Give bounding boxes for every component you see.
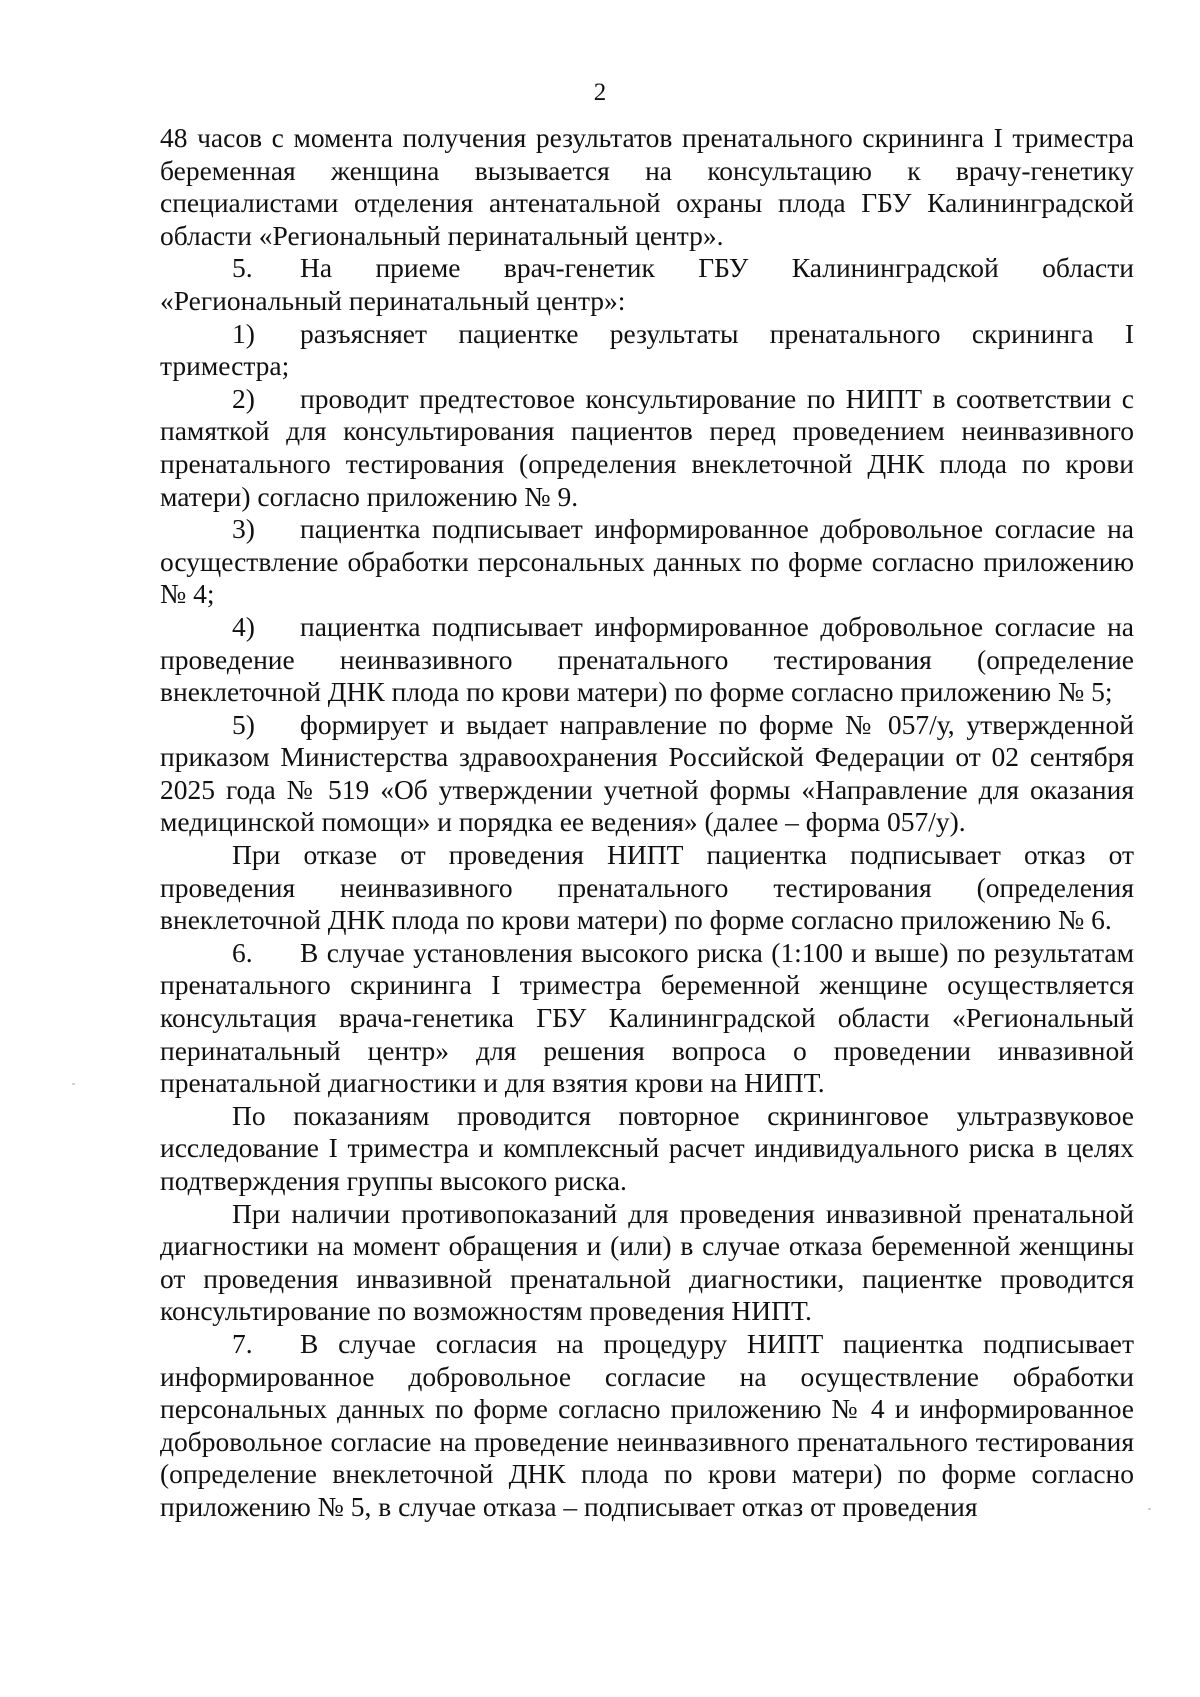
item-number: 4) [232, 610, 255, 642]
paragraph-text: разъясняет пациентке результаты пренатального скрининга I триместра; [160, 317, 1134, 382]
item-number: 5. [232, 252, 253, 284]
paragraph-subitem-4 [160, 611, 1134, 709]
scan-speck [1148, 1508, 1151, 1510]
paragraph-text: По показаниям проводится повторное скрининговое ультразвуковое исследование I триместра и комплексный расчет индивидуального риска в целях подтверждения группы высокого риска. [160, 1099, 1134, 1196]
paragraph-subitem-2 [160, 383, 1134, 513]
item-number: 2) [232, 382, 255, 414]
scan-speck [72, 1083, 75, 1085]
paragraph-subitem-5 [160, 709, 1134, 839]
paragraph-text: пациентка подписывает информированное добровольное согласие на осуществление обработки персональных данных по форме согласно приложению № 4; [160, 513, 1134, 610]
paragraph-text: В случае установления высокого риска (1:100 и выше) по результатам пренатального скрининга I триместра беременной женщине осуществляется консультация врача-генетика ГБУ Калининградской области «Региональный перинатальный центр» для решения вопроса о проведении инвазивной пренатальной диагностики и для взятия крови на НИПТ. [160, 936, 1134, 1099]
item-number: 5) [232, 708, 255, 740]
item-number: 3) [232, 513, 255, 545]
item-number: 7. [232, 1327, 253, 1359]
paragraph-text: проводит предтестовое консультирование по НИПТ в соответствии с памяткой для консультирования пациентов перед проведением неинвазивного пренатального тестирования (определения внеклеточной ДНК плода по крови матери) согласно приложению № 9. [160, 382, 1134, 512]
paragraph-intro [160, 122, 1134, 252]
paragraph-text: формирует и выдает направление по форме № 057/у, утвержденной приказом Министерства здравоохранения Российской Федерации от 02 сентября 2025 года № 519 «Об утверждении учетной формы «Направление для оказания медицинской помощи» и порядка ее ведения» (далее – форма 057/у). [160, 708, 1134, 838]
paragraph-item-6 [160, 937, 1134, 1100]
paragraph-text: пациентка подписывает информированное добровольное согласие на проведение неинвазивного пренатального тестирования (определение внеклеточной ДНК плода по крови матери) по форме согласно приложению № 5; [160, 610, 1134, 708]
document-body [160, 122, 1134, 1524]
paragraph-text: В случае согласия на процедуру НИПТ пациентка подписывает информированное добровольное согласие на осуществление обработки персональных данных по форме согласно приложению № 4 и информированное добровольное согласие на проведение неинвазивного пренатального тестирования (определение внеклеточной ДНК плода по крови матери) по форме согласно приложению № 5, в случае отказа – подписывает отказ от проведения [160, 1327, 1134, 1522]
paragraph-subitem-1 [160, 318, 1134, 383]
item-number: 1) [232, 317, 255, 349]
paragraph-item-5 [160, 252, 1134, 317]
paragraph-refusal [160, 839, 1134, 937]
paragraph-indications [160, 1100, 1134, 1198]
page-number: 2 [593, 79, 607, 106]
paragraph-contraindications [160, 1198, 1134, 1328]
paragraph-text: При отказе от проведения НИПТ пациентка подписывает отказ от проведения неинвазивного пренатального тестирования (определения внеклеточной ДНК плода по крови матери) по форме согласно приложению № 6. [160, 839, 1134, 936]
item-number: 6. [232, 936, 253, 968]
paragraph-text: 48 часов с момента получения результатов пренатального скрининга I триместра беременная женщина вызывается на консультацию к врачу-генетику специалистами отделения антенатальной охраны плода ГБУ Калининградской области «Региональный перинатальный центр». [160, 122, 1134, 251]
paragraph-item-7 [160, 1328, 1134, 1524]
paragraph-subitem-3 [160, 513, 1134, 611]
paragraph-text: При наличии противопоказаний для проведения инвазивной пренатальной диагностики на момент обращения и (или) в случае отказа беременной женщины от проведения инвазивной пренатальной диагностики, пациентке проводится консультирование по возможностям проведения НИПТ. [160, 1197, 1134, 1327]
paragraph-text: На приеме врач-генетик ГБУ Калининградской области «Региональный перинатальный центр»: [160, 252, 1134, 316]
